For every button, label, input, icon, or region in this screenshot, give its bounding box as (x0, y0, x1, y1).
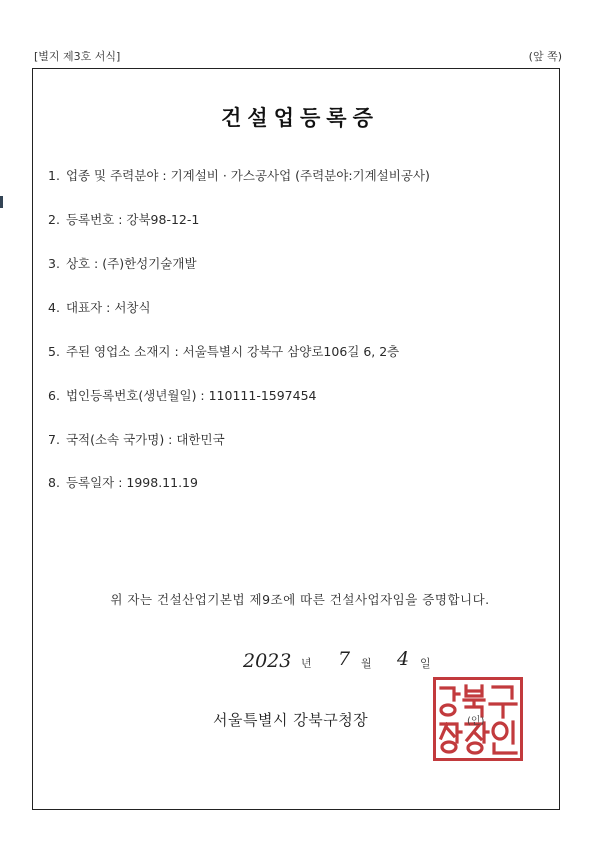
seal-mark: (인) (467, 716, 485, 727)
item-text: 법인등록번호(생년월일) : 110111-1597454 (65, 388, 317, 403)
issue-month: 7 (338, 648, 351, 670)
item-text: 대표자 : 서창식 (65, 300, 151, 315)
item-business-type (48, 166, 430, 184)
item-representative (48, 298, 151, 316)
year-unit: 년 (301, 657, 312, 670)
item-text: 주된 영업소 소재지 : 서울특별시 강북구 삼양로106길 6, 2층 (65, 344, 400, 359)
item-text: 등록일자 : 1998.11.19 (65, 475, 198, 490)
month-unit: 월 (361, 657, 372, 670)
form-label: [별지 제3호 서식] (34, 50, 121, 63)
item-text: 상호 : (주)한성기술개발 (65, 256, 197, 271)
item-number: 5. (48, 344, 60, 359)
item-number: 7. (48, 432, 60, 447)
item-number: 8. (48, 475, 60, 490)
item-company-name (48, 254, 197, 272)
item-number: 6. (48, 388, 60, 403)
item-number: 1. (48, 168, 60, 183)
item-number: 2. (48, 212, 60, 227)
issuer-name: 서울특별시 강북구청장 (213, 711, 369, 729)
issue-day: 4 (397, 648, 410, 670)
binding-mark (0, 196, 3, 208)
certification-statement: 위 자는 건설산업기본법 제9조에 따른 건설사업자임을 증명합니다. (110, 592, 490, 607)
item-registration-number (48, 210, 199, 228)
item-nationality (48, 430, 225, 448)
document-title: 건설업등록증 (221, 106, 379, 130)
item-corporate-number (48, 386, 317, 404)
issue-year: 2023 (243, 650, 292, 672)
item-number: 3. (48, 256, 60, 271)
item-registration-date (48, 473, 198, 491)
item-text: 등록번호 : 강북98-12-1 (65, 212, 200, 227)
item-text: 업종 및 주력분야 : 기계설비 · 가스공사업 (주력분야:기계설비공사) (65, 168, 430, 183)
item-address (48, 342, 399, 360)
issue-date (0, 648, 600, 678)
item-number: 4. (48, 300, 60, 315)
item-text: 국적(소속 국가명) : 대한민국 (65, 432, 225, 447)
day-unit: 일 (420, 657, 431, 670)
page-side-label: (앞 쪽) (528, 50, 562, 63)
